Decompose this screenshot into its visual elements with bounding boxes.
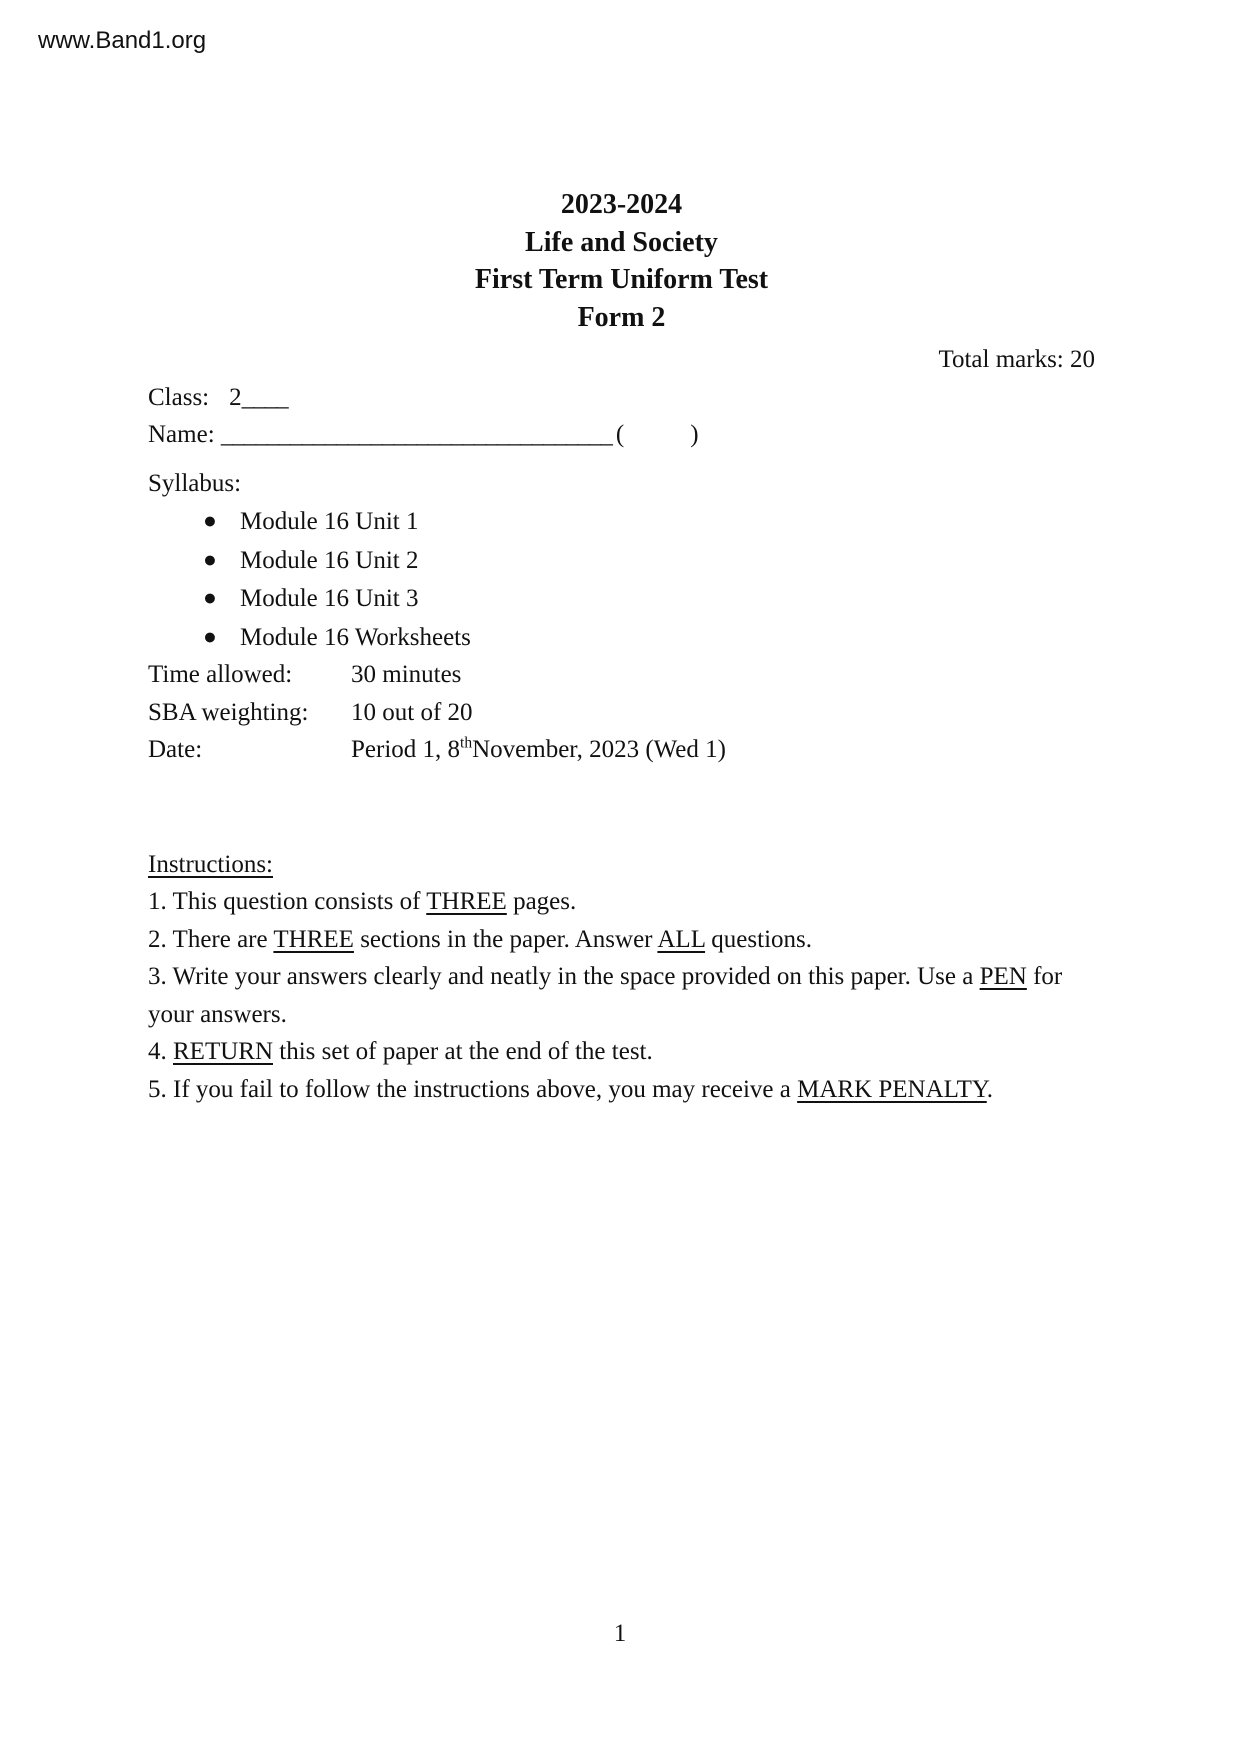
time-allowed-value: 30 minutes bbox=[351, 661, 462, 688]
syllabus-item-label: Module 16 Worksheets bbox=[240, 623, 471, 651]
total-marks: Total marks: 20 bbox=[938, 346, 1095, 373]
exam-details bbox=[148, 656, 1095, 769]
class-label: Class: bbox=[148, 383, 210, 411]
watermark: www.Band1.org bbox=[38, 27, 207, 54]
instruction-item-4: 4. RETURN this set of paper at the end of the test. bbox=[148, 1038, 653, 1065]
detail-row-time bbox=[148, 656, 1095, 694]
syllabus-item bbox=[148, 618, 1095, 657]
detail-row-sba bbox=[148, 694, 1095, 732]
instructions-section bbox=[148, 846, 1095, 1109]
bullet-icon: ● bbox=[203, 546, 217, 572]
class-number-paren-close: ) bbox=[690, 421, 699, 448]
instruction-item-2: 2. There are THREE sections in the paper. Answer ALL questions. bbox=[148, 925, 812, 953]
class-value: 2 bbox=[229, 383, 242, 411]
name-label: Name: bbox=[148, 421, 215, 448]
bullet-icon: ● bbox=[203, 623, 217, 649]
name-row bbox=[148, 416, 1095, 454]
syllabus-list bbox=[148, 502, 1095, 656]
syllabus-item bbox=[148, 502, 1095, 541]
date-label: Date: bbox=[148, 736, 203, 763]
syllabus-label: Syllabus: bbox=[148, 469, 242, 497]
title-line-year: 2023-2024 bbox=[560, 189, 683, 220]
sba-weighting-value: 10 out of 20 bbox=[351, 698, 473, 726]
class-blank-line: ____ bbox=[241, 383, 288, 411]
page-content bbox=[148, 186, 1095, 1108]
syllabus-item bbox=[148, 541, 1095, 580]
title-line-form: Form 2 bbox=[577, 301, 666, 333]
instruction-item-3: 3. Write your answers clearly and neatly in the space provided on this paper. Use a PEN for your answers. bbox=[148, 963, 1063, 1028]
name-blank-line: __________________________________ bbox=[220, 421, 612, 448]
date-value: Period 1, 8thNovember, 2023 (Wed 1) bbox=[351, 734, 726, 763]
detail-row-date bbox=[148, 731, 1095, 769]
bullet-icon: ● bbox=[203, 508, 217, 533]
exam-title bbox=[148, 186, 1095, 336]
sba-weighting-label: SBA weighting: bbox=[148, 698, 309, 726]
instruction-item-1: 1. This question consists of THREE pages. bbox=[148, 888, 577, 915]
instructions-heading: Instructions: bbox=[148, 850, 273, 878]
class-number-paren-open: ( bbox=[615, 421, 625, 448]
title-line-subject: Life and Society bbox=[525, 226, 718, 258]
syllabus-item-label: Module 16 Unit 1 bbox=[240, 508, 419, 535]
page-number: 1 bbox=[613, 1620, 627, 1647]
syllabus-item-label: Module 16 Unit 3 bbox=[240, 585, 419, 612]
time-allowed-label: Time allowed: bbox=[148, 661, 293, 688]
syllabus-item-label: Module 16 Unit 2 bbox=[240, 546, 419, 574]
title-line-test-name: First Term Uniform Test bbox=[474, 264, 769, 295]
class-row bbox=[148, 379, 1095, 417]
bullet-icon: ● bbox=[203, 585, 217, 610]
syllabus-item bbox=[148, 579, 1095, 618]
instruction-item-5: 5. If you fail to follow the instructions above, you may receive a MARK PENALTY. bbox=[148, 1075, 993, 1103]
